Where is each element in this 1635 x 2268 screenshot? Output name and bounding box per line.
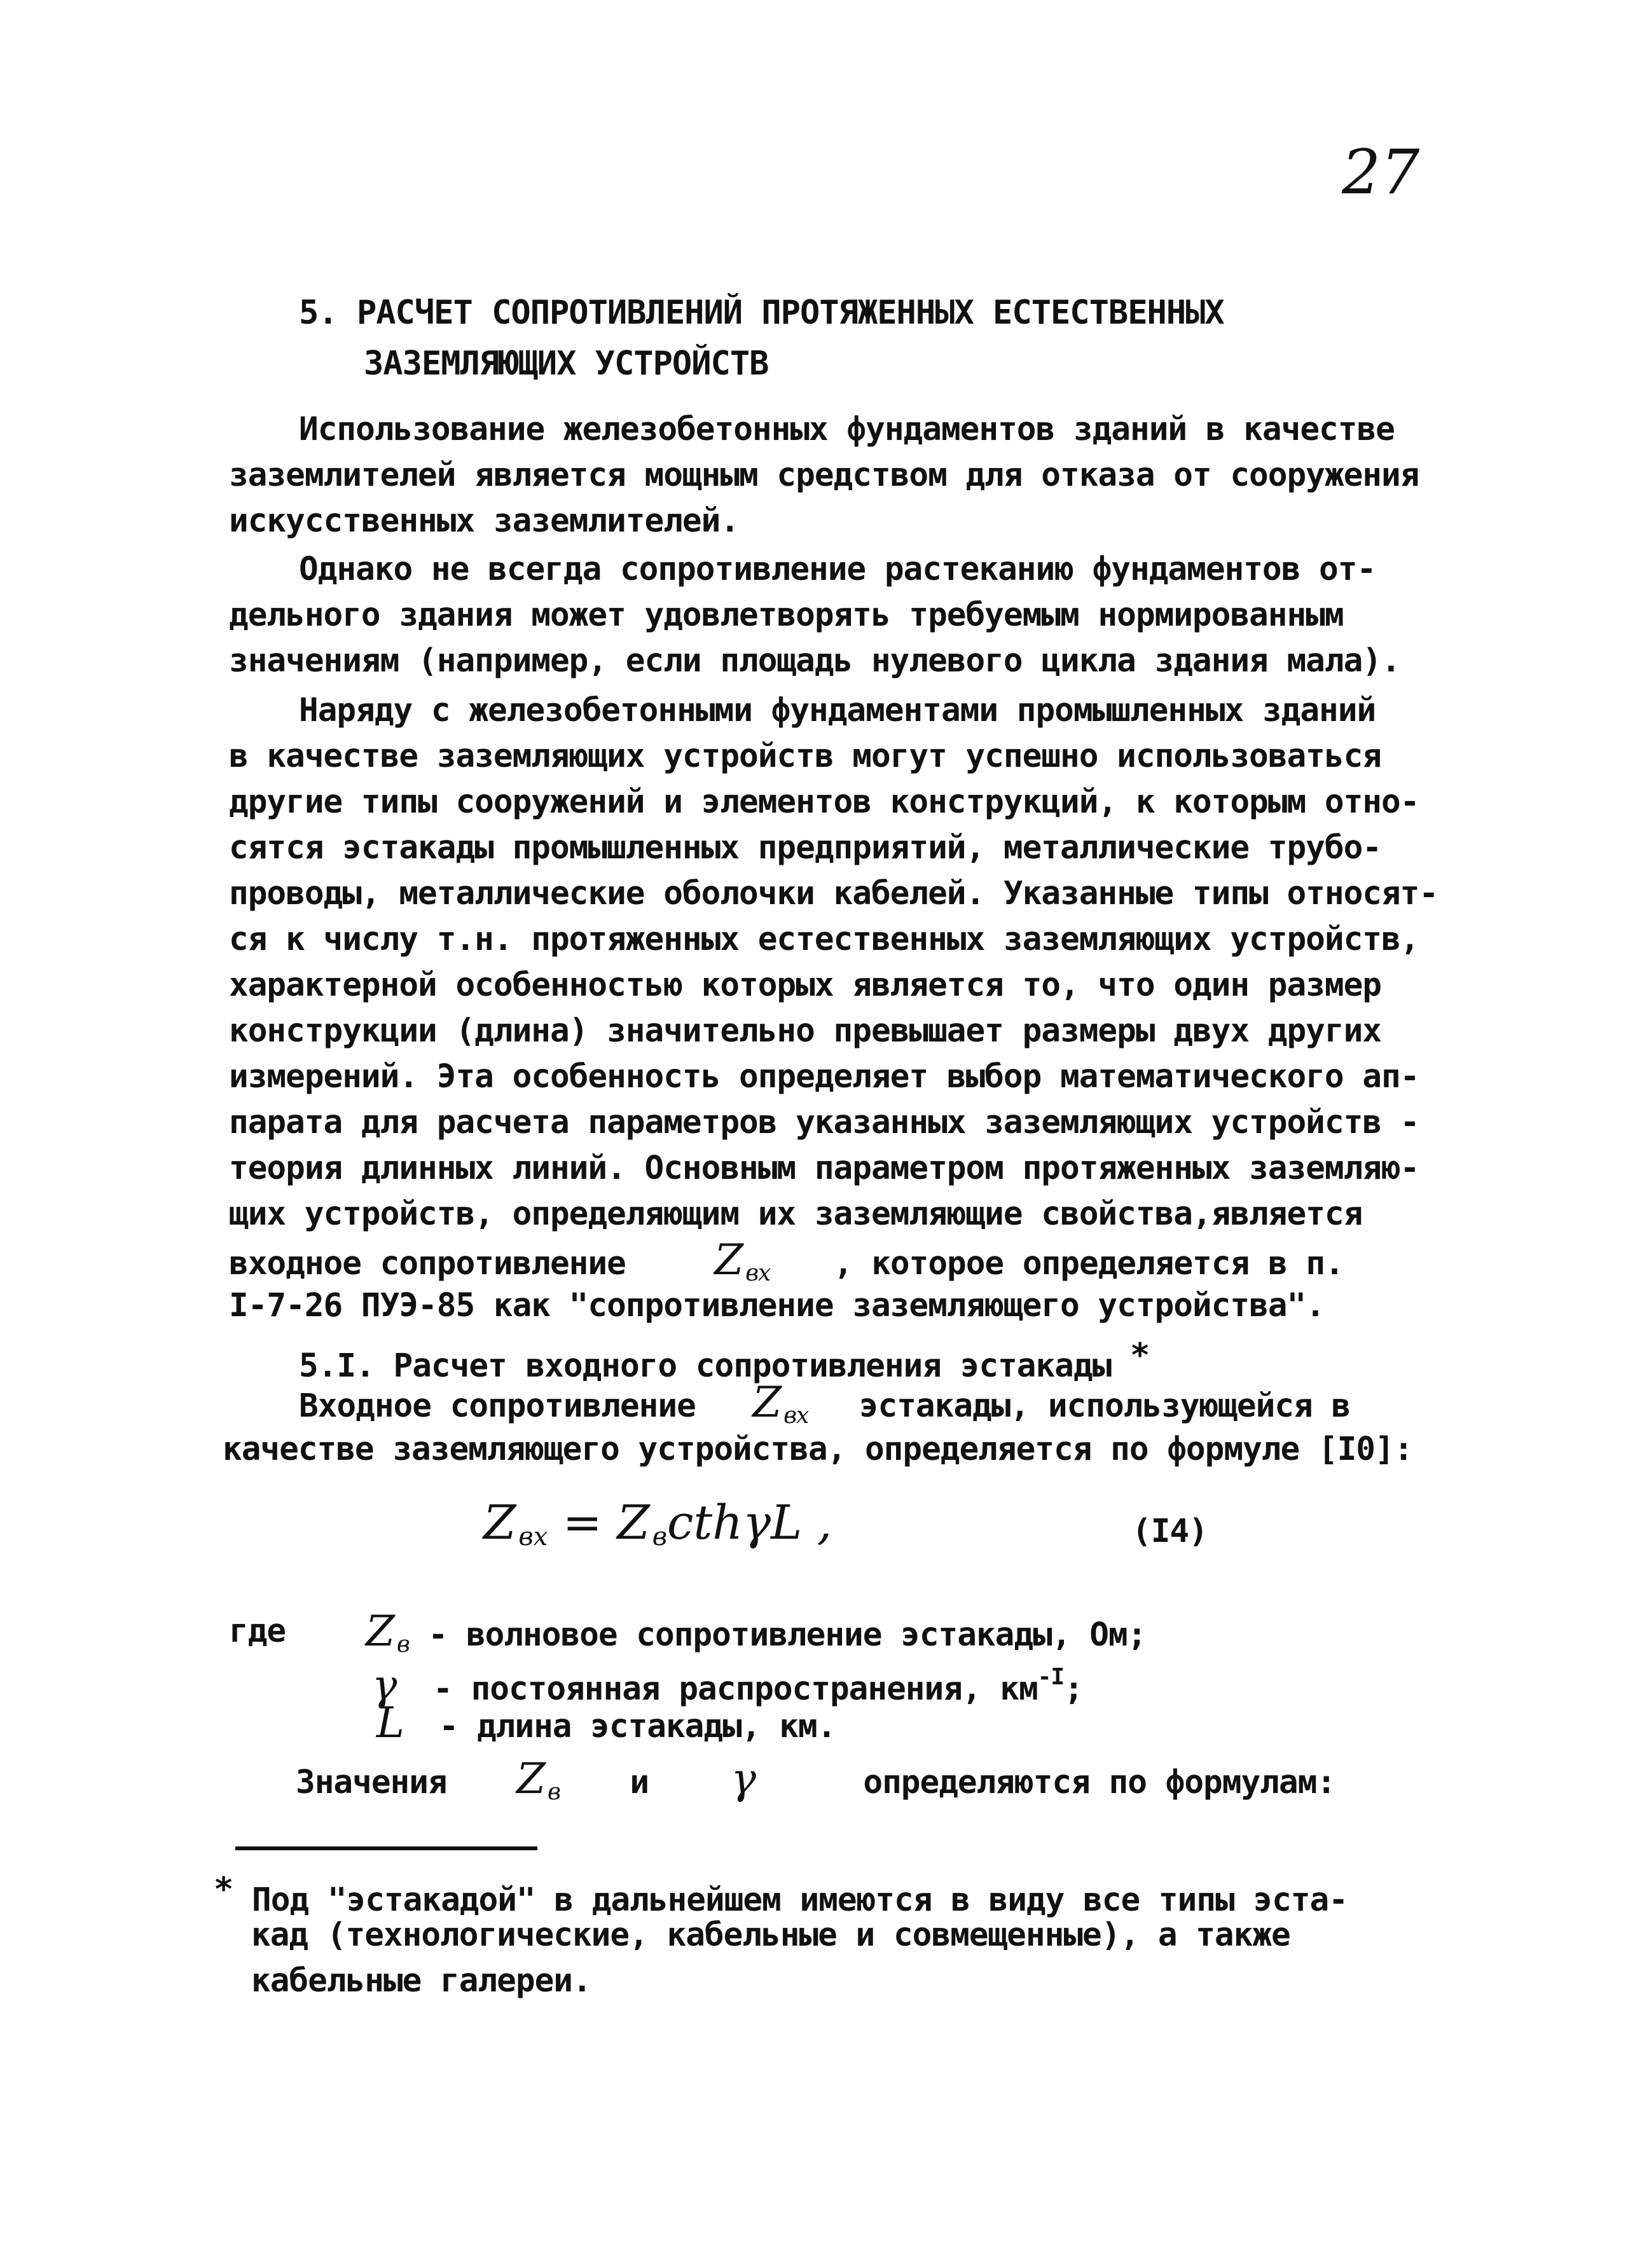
symbol-z-in-subscript: вх <box>783 1403 809 1429</box>
paragraph-3-line: парата для расчета параметров указанных заземляющих устройств - <box>229 1104 1419 1141</box>
paragraph-3-line: измерений. Эта особенность определяет выбор математического ап- <box>229 1058 1419 1096</box>
symbol-z-in-subscript: вх <box>745 1260 771 1286</box>
paragraph-3-line: другие типы сооружений и элементов конструкций, к которым отно- <box>229 783 1419 821</box>
paragraph-3-line: теория длинных линий. Основным параметром протяженных заземляю- <box>229 1150 1419 1187</box>
values-conj: и <box>630 1764 649 1801</box>
section-title-line1: РАСЧЕТ СОПРОТИВЛЕНИЙ ПРОТЯЖЕННЫХ ЕСТЕСТВЕННЫХ <box>356 294 1224 332</box>
input-resistance-after: , которое определяется в п. <box>833 1245 1344 1282</box>
footnote-line: кабельные галереи. <box>251 1962 591 2000</box>
unit-superscript: -I <box>1037 1664 1065 1690</box>
formula-length: L <box>771 1495 803 1550</box>
symbol-gamma: γ <box>731 1754 755 1803</box>
formula-comma: , <box>817 1495 832 1550</box>
paragraph-3-line: щих устройств, определяющим их заземляющие свойства,является <box>229 1195 1363 1233</box>
formula-lhs-subscript: вх <box>518 1522 548 1551</box>
formula-lhs-symbol: Z <box>483 1495 516 1550</box>
footnote-line: кад (технологические, кабельные и совмещенные), а также <box>251 1916 1290 1954</box>
section-heading-line1 <box>299 294 1224 332</box>
symbol-z-in: Z <box>714 1235 743 1284</box>
subsection-title: 5.I. Расчет входного сопротивления эстакады <box>299 1347 1112 1385</box>
paragraph-2-line: Однако не всегда сопротивление растеканию фундаментов от- <box>299 551 1376 588</box>
formula-intro-line2: качестве заземляющего устройства, определяется по формуле [I0]: <box>223 1431 1413 1468</box>
symbol-l: L <box>376 1698 404 1747</box>
symbol-z-wave-subscript: в <box>396 1632 410 1658</box>
definition-text: - волновое сопротивление эстакады, Ом; <box>428 1616 1147 1654</box>
formula-14 <box>483 1491 832 1569</box>
paragraph-1-line: Использование железобетонных фундаментов зданий в качестве <box>299 411 1395 448</box>
formula-intro-after: эстакады, использующейся в <box>859 1387 1351 1425</box>
paragraph-3-line: в качестве заземляющих устройств могут успешно использоваться <box>229 738 1381 775</box>
symbol-gamma: γ <box>372 1661 397 1710</box>
input-resistance-text: входное сопротивление <box>229 1245 626 1282</box>
paragraph-3-line: ся к числу т.н. протяженных естественных заземляющих устройств, <box>229 921 1419 958</box>
symbol-z-wave-subscript: в <box>547 1779 560 1805</box>
symbol-z-in: Z <box>752 1378 782 1427</box>
paragraph-1-line: искусственных заземлителей. <box>229 502 740 540</box>
definition-text: - постоянная распространения, км <box>433 1670 1038 1708</box>
paragraph-3-line: Наряду с железобетонными фундаментами промышленных зданий <box>299 692 1376 729</box>
section-title-line2: ЗАЗЕМЛЯЮЩИХ УСТРОЙСТВ <box>364 345 769 383</box>
paragraph-1-line: заземлителей является мощным средством для отказа от сооружения <box>229 457 1419 494</box>
footnote-marker: * <box>1130 1337 1150 1375</box>
formula-equals: = <box>562 1495 602 1550</box>
footnote-mark: * <box>214 1871 233 1909</box>
page-number: 27 <box>1342 137 1420 208</box>
paragraph-2-line: дельного здания может удовлетворять требуемым нормированным <box>229 596 1344 634</box>
definition-length <box>376 1700 836 1750</box>
paragraph-2-line: значениям (например, если площадь нулевого цикла здания мала). <box>229 642 1400 680</box>
section-number: 5. <box>299 294 338 332</box>
values-line <box>296 1756 1335 1815</box>
values-label: Значения <box>296 1764 447 1801</box>
paragraph-3-line: характерной особенностью которых является то, что один размер <box>229 966 1381 1004</box>
equation-number: (I4) <box>1132 1513 1208 1550</box>
footnote-separator <box>235 1846 537 1850</box>
symbol-z-wave: Z <box>366 1607 394 1656</box>
footnote-text: Под "эстакадой" в дальнейшем имеются в виду все типы эста- <box>252 1881 1348 1919</box>
paragraph-3-line: проводы, металлические оболочки кабелей. Указанные типы относят- <box>229 875 1438 912</box>
paragraph-3-line: конструкции (длина) значительно превышает размеры двух других <box>229 1012 1381 1050</box>
formula-intro-before: Входное сопротивление <box>299 1387 696 1425</box>
formula-gamma: γ <box>742 1495 771 1550</box>
formula-function: cth <box>667 1495 743 1550</box>
symbol-z-wave: Z <box>516 1754 545 1803</box>
formula-rhs-subscript: в <box>652 1522 668 1551</box>
definition-text: - длина эстакады, км. <box>439 1708 836 1745</box>
values-after: определяются по формулам: <box>863 1764 1335 1801</box>
pue-line: I-7-26 ПУЭ-85 как "сопротивление заземляющего устройства". <box>229 1287 1325 1324</box>
formula-rhs-symbol: Z <box>617 1495 650 1550</box>
where-label: где <box>229 1612 286 1650</box>
definition-tail: ; <box>1064 1670 1083 1708</box>
paragraph-3-line: сятся эстакады промышленных предприятий, металлические трубо- <box>229 829 1381 867</box>
